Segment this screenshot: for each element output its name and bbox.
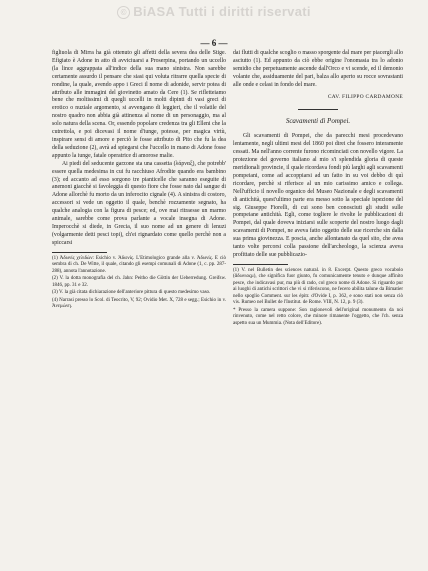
watermark <box>0 4 428 19</box>
left-footnote-4: (4) Narrasi presso lo Scol. di Teocrito, V, 92; Ovidio Met. X, 728 e segg.; Esichio in v. Ἀνεμώνη. <box>52 297 226 310</box>
right-footnote-2: * Presso la camera suppone: Son ragionevoli dell'original monumento da noi rinvenuto, come nel retto colore, che minore rimanente l'oggetto, che l'ch. senza aspetto sua un Mummia. (Nota dell'Editore). <box>233 307 403 326</box>
footnote-divider <box>52 252 107 253</box>
copyright-icon: © <box>117 6 130 19</box>
right-intro-paragraph: dai flutti di qualche scoglio o masso sporgente dal mare per piacergli allo asciutto (1). Ed appunto da ciò ebbe origine l'onomasia tra lo adonio semidio che perpetuamente ascende dall'Orco e vi scende, ed il demonio volante che, assiduamente del pari, balza allo aperto su rocce sovrastanti alle onde e celasi in fondo del mare. <box>233 50 403 88</box>
author-signature: CAV. FILIPPO CARDAMONE <box>327 93 403 100</box>
right-footnote-1: (1) V. nel Bulletin des sciences natural. in 8. Excerpt. Questo greco vocabolo (ἄδωνιοςμ), che significa fuor giunto, fu comunicamente tenuto e dunque affinito pesce, che indicavasi pur, ma più di rado, col greco nome di Adone. Si riguardo pur ai luoghi di antichi scrittori che vi si riferiscono, ne fecero abilita talune da Bimatier nello spoglio Comment. sur les épitr. d'Ovide I, p. 362, e sono stati non senza ciò vis. Rumeo nel Bullet de l'Institut. de Rome. VIII, N. 12, p. 9 (3). <box>233 267 403 306</box>
left-footnote-1: (1) Ἀδωνίς χελιδὼν: Esichio v. Ἀδωνίς. L'Etimologico grande alla v. Ἀδωνίς. E ciò sembra di ch. De Witte, il quale, citando gli esempi comunali di Adone (1, c. pp. 287-288), annota l'annotazione. <box>52 255 226 274</box>
section-title: Scavamenti di Pompei. <box>285 117 351 126</box>
right-column <box>233 50 403 328</box>
left-footnote-2: (2) V. la dotta monografia del ch. Jahn: Peitho die Göttin der Ueberredung. Greifsw. 1846, pp. 31 e 32. <box>52 276 226 288</box>
watermark-text: BiASA Tutti i diritti riservati <box>133 4 311 19</box>
section-divider <box>298 109 338 110</box>
left-paragraph-1: figliuola di Mirra ha già ottenuto gli affetti della severa dea delle Stige. Efigiato è Adone in atto di avviciuarsi a Proserpina, portando un uccello (la lince aggrappata all'indice della sua mano sinistra. Non sarebbe certamente assurdo il pensare che siasi qui voluta ritrarre quella specie di rondine, la quale, avendo appo i Greci il nome di adonide, servir potea di attributo alle immagini del giovinetto amato da Cere (1). Se rifletteiamo bene che moltissimi di quegli uccelli in molti dipinti di vasi greci di erotico o nuziale argomento, si avvengano di leggieri, che il volatile del nostro quadro non abbia già attinenza al nome di un personaggio, ma al solo natura della scena. Or, essendo popolare credenza tra gli Elleni che la cutrettola, e poi dicevasi il nome d'iunge, potesse, per magica virtù, inspirare sensi di amore e perciò le fosse attributo di Pito che fu la dea della seduzione (2), avrà ad spiegarsi che l'uccello in mano di Adone fosse appunto la iunge, fatale operatrice di amorose malie. <box>52 50 226 159</box>
footnote-divider <box>233 264 288 265</box>
page-number: — 6 — <box>200 38 228 48</box>
left-footnote-3: (3) V. la già citata dichiarazione dell'anteriore pittura di questo medesimo vaso. <box>52 290 211 296</box>
left-column <box>52 50 226 312</box>
right-main-paragraph: Gli scavamenti di Pompei, che da parecchi mesi procedevano lentamente, negli ultimi mesi del 1860 poi direi che fossero interamente cessati. Ma nell'anno corrente furono ricominciati con novello vigore. La protezione del governo italiano al mio s'i splendida gloria di queste meridionali provincie, il quale ricordava fondi più larghi agli scavamenti pompeiani, come ad accoppiarsi ad un fatto in su voi debbo di quì ricordare, perchè si riferisce al un mio carissimo amico e collega. Nell'ufficio il novello organico del Museo Nazionale e degli scavamenti di antichità, quest'ultimo parte era messo sotto la speciale ispezione del sig. Giuseppe Fiorelli, di cui sono ben conosciuti gli studii sulle pompeiane antichità. Egli, come togliere le rivolte le pubblicazioni di Pompei, dal quale doveva iniziarsi sulle scoperte del nostro luogo dagli scavamenti di Pompei, ne aveva fatto oggetto delle sue ricerche sin dalla sua prima giovinezza. E poscia, anche allontanato da quel sito, che avea tanto volte percorsi colla passione dell'archeologo, la scienza aveva profittato delle sue pubblicazio- <box>233 133 403 258</box>
left-paragraph-2: Ai piedi del seducente garzone sta una cassetta (λάρναξ), che potrebb' essere quella medesima in cui fu racchiuso Afrodite quando era bambino (3); ed accanto ad esso sorgono tre pianticelle che saranno eseguite di anemoni giacchè si favoleggia di questo fiore che fosse nato dal sangue di Adone allorchè fu morto da un inferocito cignale (4). A sinistra di costoro, accessori si vede un oggetto il quale, benchè rozzamente segnato, ha qualche analogia con la figura di pesce; ed, ove mai ritraesse un marmo animale, sarebbe come prova parlante a vocale insegna di Adone. Imperocchè si diede, in Grecia, il suo nome ad un genere di lenuzi (volgarmente detti pesci topi), ch'ei rignardato come quello perchè non a spiccarsi <box>52 160 226 246</box>
